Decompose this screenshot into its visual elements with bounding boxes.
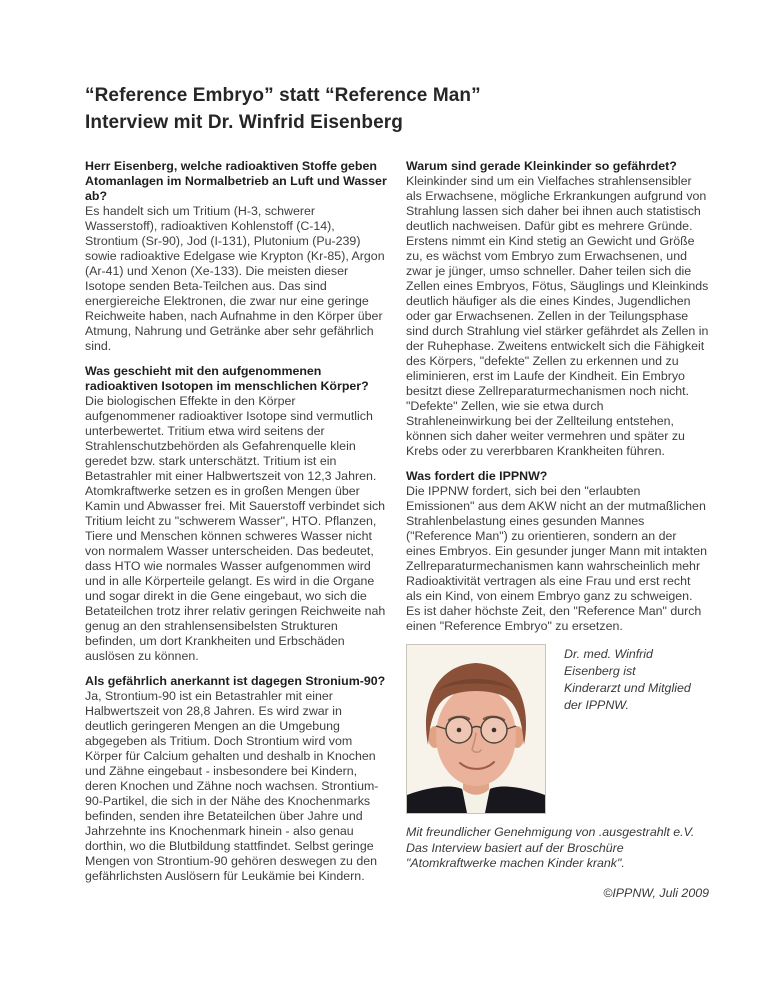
left-column <box>85 159 388 901</box>
two-column-layout <box>85 159 709 901</box>
credit-note: Mit freundlicher Genehmigung von .ausgestrahlt e.V. Das Interview basiert auf der Broschüre "Atomkraftwerke machen Kinder krank". <box>406 825 695 870</box>
interview-answer: Die biologischen Effekte in den Körper aufgenommener radioaktiver Isotope sind vermutlich unterbewertet. Tritium etwa wird seitens der Strahlenschutzbehörden als Gefahrenquelle klein geredet bzw. stark unterschätzt. Tritium ist ein Betastrahler mit einer Halbwertszeit von 12,3 Jahren. Atomkraftwerke setzen es in großen Mengen über Kamin und Abwasser frei. Mit Sauerstoff verbindet sich Tritium leicht zu "schwerem Wasser", HTO. Pflanzen, Tiere und Menschen können schweres Wasser nicht von normalem Wasser unterscheiden. Das bedeutet, dass HTO wie normales Wasser aufgenommen wird und in alle Körperteile gelangt. Es wird in die Organe und sogar direkt in die Gene eingebaut, wo sich die Betateilchen trotz ihrer relativ geringen Reichweite nah genug an den strahlensensibelsten Strukturen befinden, um dort Krankheiten und Erbschäden auslösen zu können. <box>85 394 386 663</box>
page-content <box>85 82 709 901</box>
copyright-line: ©IPPNW, Juli 2009 <box>603 885 709 900</box>
qa-section <box>406 469 709 634</box>
page-title-line1: “Reference Embryo” statt “Reference Man” <box>85 85 481 106</box>
interview-question: Warum sind gerade Kleinkinder so gefährdet? <box>406 159 677 173</box>
interview-answer: Ja, Strontium-90 ist ein Betastrahler mit einer Halbwertszeit von 28,8 Jahren. Es wird zwar in deutlich geringeren Mengen an die Umgebung abgegeben als Tritium. Doch Strontium wird vom Körper für Calcium gehalten und deshalb in Knochen und Zähne eingebaut - insbesondere bei Kindern, deren Knochen und Zähne noch wachsen. Strontium-90-Partikel, die sich in der Nähe des Knochenmarks befinden, senden ihre Betateilchen über Jahre und Jahrzehnte ins Knochenmark hinein - also genau dorthin, wo die Blutbildung stattfindet. Selbst geringe Mengen von Strontium-90 gehören deswegen zu den gefährlichsten Auslösern für Leukämie bei Kindern. <box>85 689 379 883</box>
qa-section <box>85 674 388 884</box>
qa-section <box>85 159 388 354</box>
page-title <box>85 82 709 136</box>
right-column <box>406 159 709 901</box>
interview-question: Was geschieht mit den aufgenommenen radioaktiven Isotopen im menschlichen Körper? <box>85 364 369 393</box>
interview-answer: Die IPPNW fordert, sich bei den "erlaubten Emissionen" aus dem AKW nicht an der mutmaßlichen Strahlenbelastung eines gesunden Mannes ("Reference Man") zu orientieren, sondern an der eines Embryos. Ein gesunder junger Mann mit intakten Zellreparaturmechanismen kann wahrscheinlich mehr Radioaktivität vertragen als eine Frau und erst recht als ein Kind, von einem Embryo ganz zu schweigen. Es ist daher höchste Zeit, den "Reference Man" durch einen "Reference Embryo" zu ersetzen. <box>406 484 707 633</box>
photo-caption: Dr. med. Winfrid Eisenberg ist Kinderarzt und Mitglied der IPPNW. <box>564 647 691 712</box>
interview-answer: Kleinkinder sind um ein Vielfaches strahlensensibler als Erwachsene, mögliche Erkrankungen aufgrund von Strahlung lassen sich daher bei ihnen auch statistisch deutlich nachweisen. Dafür gibt es mehrere Gründe. Erstens nimmt ein Kind stetig an Gewicht und Größe zu, es wächst vom Embryo zum Erwachsenen, und zwar je jünger, umso schneller. Daher teilen sich die Zellen eines Embryos, Fötus, Säuglings und Kleinkinds deutlich häufiger als die eines Kindes, Jugendlichen oder gar Erwachsenen. Zellen in der Teilungsphase sind durch Strahlung viel stärker gefährdet als Zellen in der Ruhephase. Zweitens entwickelt sich die Fähigkeit des Körpers, "defekte" Zellen zu erkennen und zu eliminieren, erst im Laufe der Kindheit. Ein Embryo besitzt diese Zellreparaturmechanismen noch nicht. "Defekte" Zellen, wie sie etwa durch Strahleneinwirkung bei der Zellteilung entstehen, können sich daher weiter vermehren und später zu Krebs oder zu vererbbaren Krankheiten führen. <box>406 174 709 458</box>
interview-answer: Es handelt sich um Tritium (H-3, schwerer Wasserstoff), radioaktiven Kohlenstoff (C-14), Strontium (Sr-90), Jod (I-131), Plutonium (Pu-239) sowie radioaktive Edelgase wie Krypton (Kr-85), Argon (Ar-41) und Xenon (Xe-133). Die meisten dieser Isotope senden Beta-Teilchen aus. Das sind energiereiche Elektronen, die zwar nur eine geringe Reichweite haben, nach Aufnahme in den Körper über Atmung, Nahrung und Getränke aber sehr gefährlich sind. <box>85 204 385 353</box>
portrait-illustration <box>407 645 545 813</box>
interview-question: Als gefährlich anerkannt ist dagegen Stronium-90? <box>85 674 386 688</box>
qa-section <box>85 364 388 664</box>
qa-section <box>406 159 709 459</box>
portrait-photo <box>406 644 546 814</box>
photo-and-caption <box>406 644 709 814</box>
interview-question: Was fordert die IPPNW? <box>406 469 548 483</box>
interview-question: Herr Eisenberg, welche radioaktiven Stoffe geben Atomanlagen im Normalbetrieb an Luft und Wasser ab? <box>85 159 387 203</box>
page-title-line2: Interview mit Dr. Winfrid Eisenberg <box>85 112 403 133</box>
